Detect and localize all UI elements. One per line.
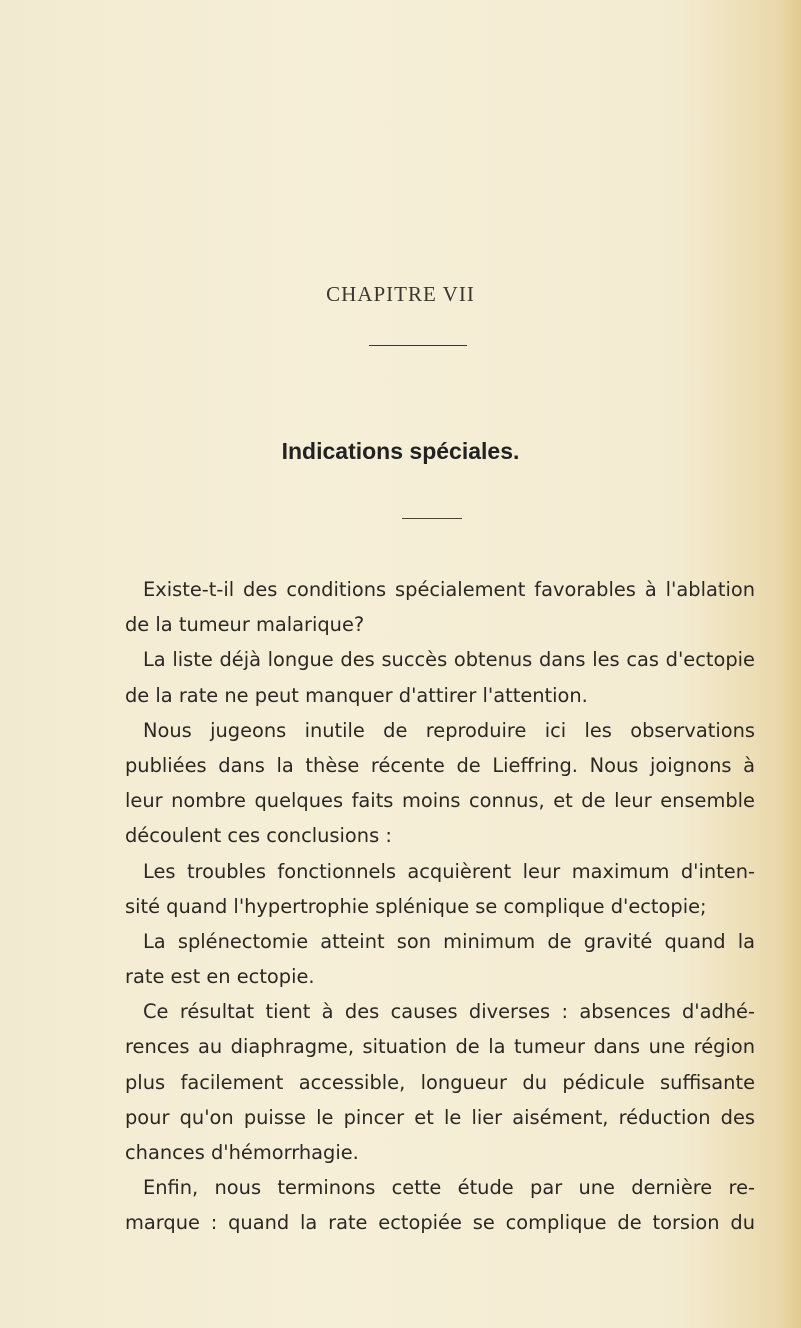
- text-line: marque : quand la rate ectopiée se complique de torsion du: [125, 1211, 755, 1235]
- text-line: de la tumeur malarique?: [125, 613, 365, 637]
- text-line: publiées dans la thèse récente de Lieffring. Nous joignons à: [125, 753, 755, 777]
- text-line: chances d'hémorrhagie.: [125, 1141, 359, 1164]
- text-line: Les troubles fonctionnels acquièrent leur maximum d'inten-: [143, 859, 755, 883]
- text-line: sité quand l'hypertrophie splénique se complique d'ectopie;: [125, 894, 707, 918]
- text-line: Enfin, nous terminons cette étude par une dernière re-: [143, 1176, 755, 1200]
- heading-rule: [369, 345, 467, 346]
- text-line: rate est en ectopie.: [125, 965, 315, 989]
- text-line: Nous jugeons inutile de reproduire ici les observations: [143, 718, 755, 742]
- text-line: rences au diaphragme, situation de la tumeur dans une région: [125, 1035, 755, 1059]
- body-text: [125, 572, 755, 1241]
- text-line: de la rate ne peut manquer d'attirer l'attention.: [125, 683, 588, 707]
- text-line: leur nombre quelques faits moins connus, et de leur ensemble: [125, 789, 755, 813]
- text-line: Existe-t-il des conditions spécialement favorables à l'ablation: [143, 578, 755, 601]
- text-line: découlent ces conclusions :: [125, 824, 392, 848]
- text-line: Ce résultat tient à des causes diverses : absences d'adhé-: [143, 1000, 755, 1024]
- chapter-heading: CHAPITRE VII: [326, 282, 475, 306]
- text-line: plus facilement accessible, longueur du pédicule suffisante: [125, 1070, 755, 1094]
- text-line: La liste déjà longue des succès obtenus dans les cas d'ectopie: [143, 648, 755, 672]
- text-line: La splénectomie atteint son minimum de gravité quand la: [143, 929, 755, 953]
- text-line: pour qu'on puisse le pincer et le lier aisément, réduction des: [125, 1105, 755, 1129]
- title-rule: [402, 518, 462, 519]
- section-title: Indications spéciales.: [281, 438, 520, 464]
